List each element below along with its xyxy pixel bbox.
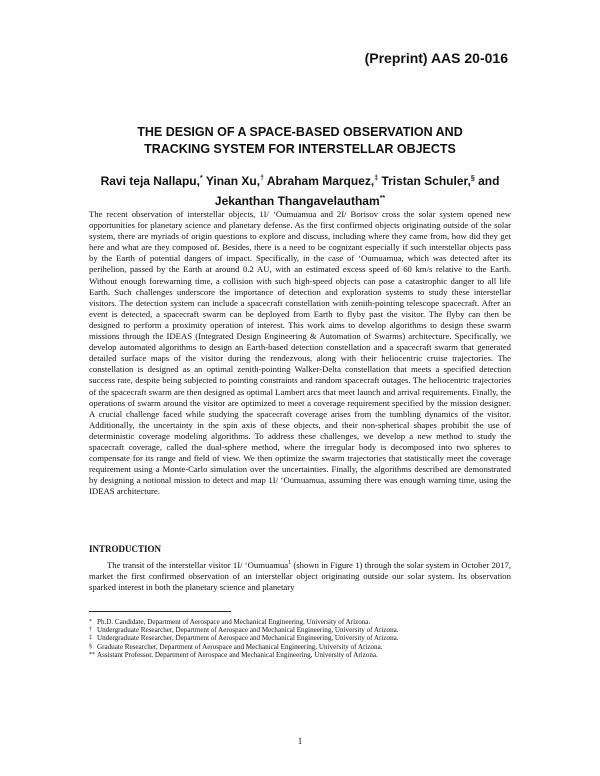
author-name: Ravi teja Nallapu,: [100, 174, 200, 188]
footnote: [89, 634, 519, 642]
abstract: [89, 209, 511, 497]
author-mark: *: [199, 175, 203, 182]
footnotes: [89, 618, 519, 659]
author-list: [0, 170, 600, 210]
intro-text-rest: (shown in Figure 1) through the solar system in October 2017, market the first confirmed observation of an interstellar object originating outside our solar system. Its observation sparked interest in both the planetary science and planetary: [89, 559, 511, 593]
footnote-divider: [89, 611, 231, 612]
footnote-mark: **: [89, 651, 95, 658]
abstract-text: The recent observation of interstellar objects, 1I/ ‘Oumuamua and 2I/ Borisov cross the solar system opened new opportunities for planetary science and planetary defense. As the first confirmed objects originating outside of the solar system, there are myriads of origin questions to explore and discuss, including where they came from, how did they get here and what are they composed of. Besides, there is a need to be cognizant especially if such interstellar objects pass by the Earth of potential dangers of impact. Specifically, in the case of ‘Oumuamua, which was detected after its perihelion, passed by the Earth at around 0.2 AU, with an estimated excess speed of 60 km/s relative to the Earth. Without enough forewarning time, a collision with such high-speed objects can pose a catastrophic danger to all life Earth. Such challenges underscore the importance of detection and exploration systems to study these interstellar visitors. The detection system can include a spacecraft constellation with zenith-pointing telescope spacecraft. After an event is detected, a spacecraft swarm can be deployed from Earth to flyby past the visitor. The flyby can then be designed to perform a proximity operation of interest. This work aims to develop algorithms to design these swarm missions through the IDEAS (Integrated Design Engineering & Automation of Swarms) architecture. Specifically, we develop automated algorithms to design an Earth-based detection constellation and a spacecraft swarm that generated detailed surface maps of the visitor during the rendezvous, along with their heliocentric cruise trajectories. The constellation is designed as an optimal zenith-pointing Walker-Delta constellation that meets a specified detection success rate, despite being subjected to pointing constraints and random spacecraft outages. The heliocentric trajectories of the spacecraft swarm are then designed as optimal Lambert arcs that meet launch and arrival requirements. Finally, the operations of swarm around the visitor are optimized to meet a coverage requirement specified by the mission designer. A crucial challenge faced while studying the spacecraft coverage arises from the tumbling dynamics of the visitor. Additionally, the uncertainty in the spin axis of these objects, and their non-spherical shapes prohibit the use of deterministic coverage modeling algorithms. To address these challenges, we develop a new method to study the spacecraft coverage, called the dual-sphere method, where the irregular body is decomposed into two spheres to compensate for its range and field of view. We then optimize the swarm trajectories that statistically meet the coverage requirement using a Monte-Carlo simulation over the uncertainties. Finally, the algorithms described are demonstrated by designing a notional mission to detect and map 1I/ ‘Oumuamua, assuming there was enough warning time, using the IDEAS architecture.: [89, 209, 511, 497]
footnote-text: Undergraduate Researcher, Department of Aerospace and Mechanical Engineering, University of Arizona.: [97, 634, 399, 643]
footnote-text: Ph.D. Candidate, Department of Aerospace and Mechanical Engineering, University of Arizona.: [97, 618, 371, 626]
introduction-body: [89, 558, 511, 593]
title-line-1: THE DESIGN OF A SPACE-BASED OBSERVATION AND: [137, 125, 463, 139]
footnote-reference[interactable]: 1: [288, 560, 292, 566]
author-name: Jekanthan Thangavelautham: [214, 194, 380, 208]
author-line-1: [0, 170, 600, 190]
author-name: Yinan Xu,: [202, 174, 261, 188]
footnote-mark: §: [89, 643, 92, 650]
title-line-2: TRACKING SYSTEM FOR INTERSTELLAR OBJECTS: [144, 142, 456, 156]
section-heading-introduction: INTRODUCTION: [89, 544, 162, 554]
footnote: [89, 643, 519, 651]
author-line-2: [0, 190, 600, 210]
author-mark: †: [260, 175, 264, 182]
author-mark: ‡: [374, 175, 379, 182]
page-number: 1: [297, 736, 303, 746]
footnote-text: Undergraduate Researcher, Department of Aerospace and Mechanical Engineering, University of Arizona.: [97, 626, 399, 635]
footnote-text: Assistant Professor, Department of Aerospace and Mechanical Engineering, University of Arizona.: [97, 650, 378, 659]
author-mark: **: [379, 195, 386, 202]
footnote: [89, 651, 519, 659]
footnote-mark: *: [89, 619, 92, 625]
footnote: [89, 626, 519, 634]
footnote-text: Graduate Researcher, Department of Aerospace and Mechanical Engineering, University of Arizona.: [97, 642, 383, 651]
intro-text-start: The transit of the interstellar visitor 1I/ ‘Oumuamua: [107, 559, 289, 570]
author-name: Abraham Marquez,: [263, 174, 375, 188]
author-name: Tristan Schuler,: [378, 174, 471, 188]
paper-title: [0, 124, 600, 158]
author-conjunction: and: [474, 174, 500, 188]
footnote-mark: ‡: [89, 635, 92, 642]
footnote: [89, 618, 519, 626]
preprint-label: (Preprint) AAS 20-016: [364, 50, 508, 66]
author-mark: §: [470, 175, 475, 182]
introduction-paragraph: [89, 558, 511, 593]
footnote-mark: †: [89, 627, 92, 634]
